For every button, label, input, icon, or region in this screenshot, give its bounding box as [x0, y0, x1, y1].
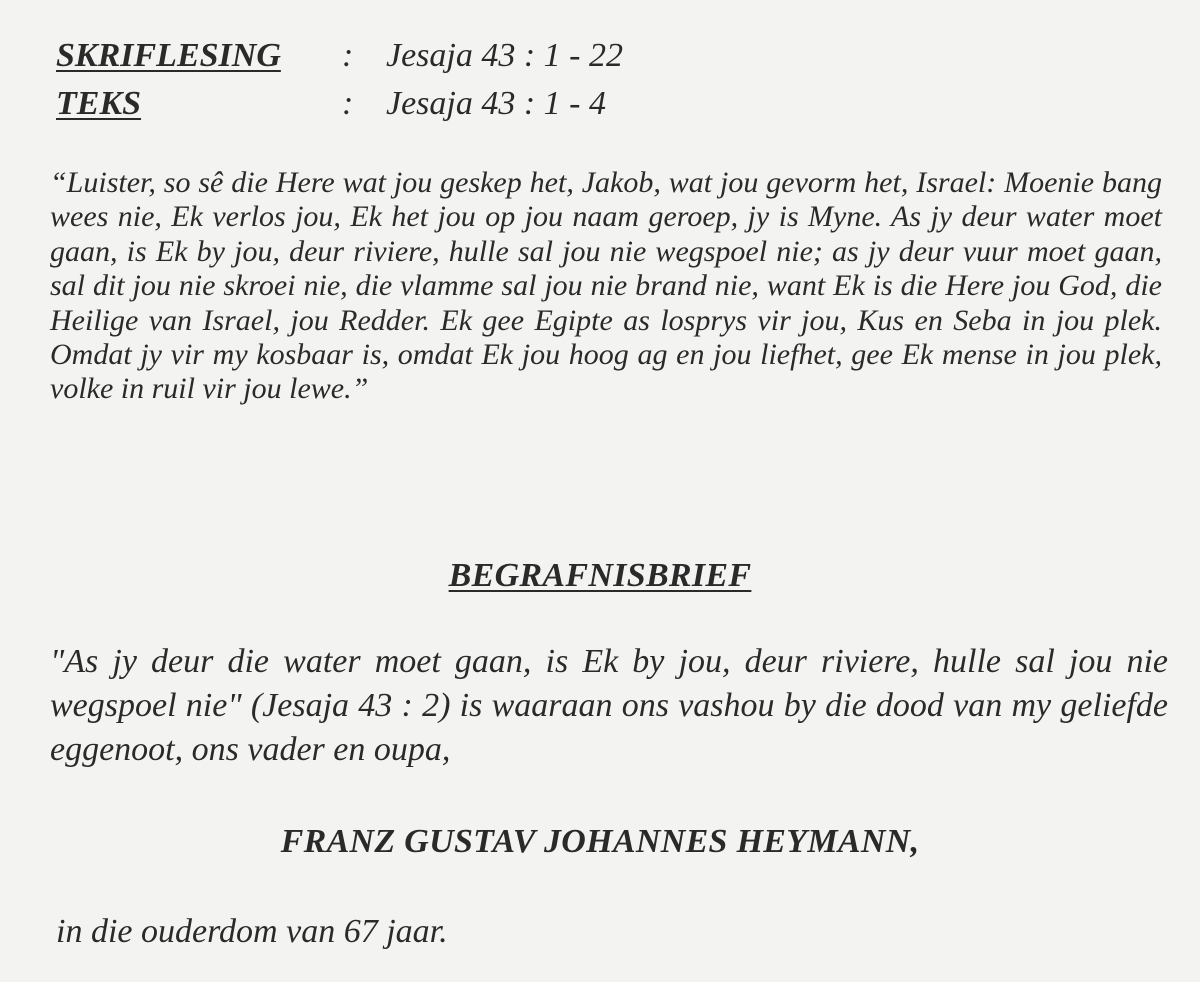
scripture-quote: “Luister, so sê die Here wat jou geskep het, Jakob, wat jou gevorm het, Israel: Moenie bang wees nie, Ek verlos jou, Ek het jou op jou naam geroep, jy is Myne. As jy deur water moet gaan, is Ek by jou, deur riviere, hulle sal jou nie wegspoel nie; as jy deur vuur moet gaan, sal dit jou nie skroei nie, die vlamme sal jou nie brand nie, want Ek is die Here jou God, die Heilige van Israel, jou Redder. Ek gee Egipte as losprys vir jou, Kus en Seba in jou plek. Omdat jy vir my kosbaar is, omdat Ek jou hoog ag en jou liefhet, gee Ek mense in jou plek, volke in ruil vir jou lewe.” [50, 166, 1162, 406]
skriflesing-separator: : [342, 37, 354, 74]
teks-separator: : [342, 85, 354, 122]
skriflesing-label: SKRIFLESING [56, 37, 281, 74]
age-line: in die ouderdom van 67 jaar. [56, 913, 448, 950]
skriflesing-row [56, 38, 623, 74]
teks-row [56, 86, 606, 122]
section-heading: BEGRAFNISBRIEF [448, 557, 752, 594]
teks-reference: Jesaja 43 : 1 - 4 [386, 85, 607, 122]
funeral-letter-paragraph: "As jy deur die water moet gaan, is Ek by jou, deur riviere, hulle sal jou nie wegspoel nie" (Jesaja 43 : 2) is waaraan ons vashou by die dood van my geliefde eggenoot, ons vader en oupa, [50, 643, 1168, 768]
teks-label: TEKS [56, 85, 142, 122]
deceased-name: FRANZ GUSTAV JOHANNES HEYMANN, [280, 823, 920, 860]
skriflesing-reference: Jesaja 43 : 1 - 22 [386, 37, 624, 74]
